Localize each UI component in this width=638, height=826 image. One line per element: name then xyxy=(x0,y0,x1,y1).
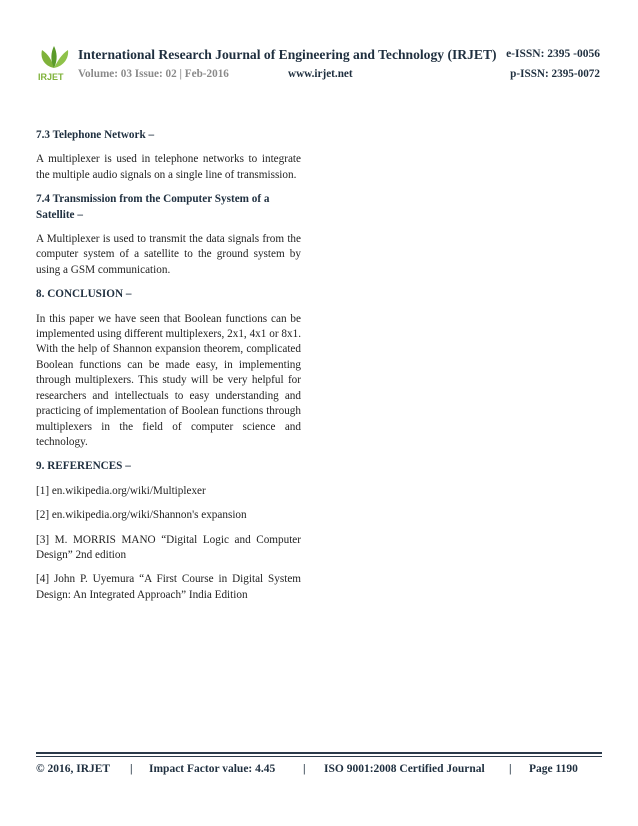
irjet-logo xyxy=(36,44,72,82)
iso-certification: ISO 9001:2008 Certified Journal xyxy=(324,763,485,775)
section-paragraph: In this paper we have seen that Boolean functions can be implemented using different multiplexers, 2x1, 4x1 or 8x1. With the help of Shannon expansion theorem, complicated Boolean functions can be made easy, in implementing through multiplexers. This study will be very helpful for researchers and intellectuals to easy understanding and practicing of implementation of Boolean functions through multiplexers in the field of computer science and technology. xyxy=(36,312,301,448)
volume-issue: Volume: 03 Issue: 02 | Feb-2016 xyxy=(78,68,229,80)
section-paragraph: A multiplexer is used in telephone networks to integrate the multiple audio signals on a single line of transmission. xyxy=(36,153,301,181)
reference-item: [1] en.wikipedia.org/wiki/Multiplexer xyxy=(36,484,206,497)
page-header xyxy=(36,44,602,82)
footer-separator: | xyxy=(130,763,133,775)
reference-item: [4] John P. Uyemura “A First Course in Digital System Design: An Integrated Approach” India Edition xyxy=(36,573,301,601)
impact-factor: Impact Factor value: 4.45 xyxy=(149,763,276,775)
section-heading: 7.4 Transmission from the Computer System of a Satellite – xyxy=(36,193,270,221)
logo-text: IRJET xyxy=(38,72,64,82)
p-issn: p-ISSN: 2395-0072 xyxy=(510,68,600,80)
reference-item: [3] M. MORRIS MANO “Digital Logic and Computer Design” 2nd edition xyxy=(36,533,301,561)
footer-rule xyxy=(36,756,602,757)
journal-title: International Research Journal of Engineering and Technology (IRJET) xyxy=(78,47,497,62)
footer-separator: | xyxy=(303,763,306,775)
page-number: Page 1190 xyxy=(529,763,578,775)
reference-item: [2] en.wikipedia.org/wiki/Shannon's expansion xyxy=(36,509,247,522)
footer-separator: | xyxy=(509,763,512,775)
leaf-logo-icon xyxy=(36,44,72,82)
section-heading: 7.3 Telephone Network – xyxy=(36,129,155,141)
section-heading: 8. CONCLUSION – xyxy=(36,288,132,301)
footer-rule xyxy=(36,752,602,754)
section-paragraph: A Multiplexer is used to transmit the data signals from the computer system of a satellite to the ground system by using a GSM communication. xyxy=(36,233,301,276)
page-footer xyxy=(36,763,602,781)
e-issn: e-ISSN: 2395 -0056 xyxy=(506,48,600,60)
copyright: © 2016, IRJET xyxy=(36,763,111,775)
main-column xyxy=(36,128,301,612)
references-heading: 9. REFERENCES – xyxy=(36,460,131,473)
website-link[interactable]: www.irjet.net xyxy=(288,68,353,80)
